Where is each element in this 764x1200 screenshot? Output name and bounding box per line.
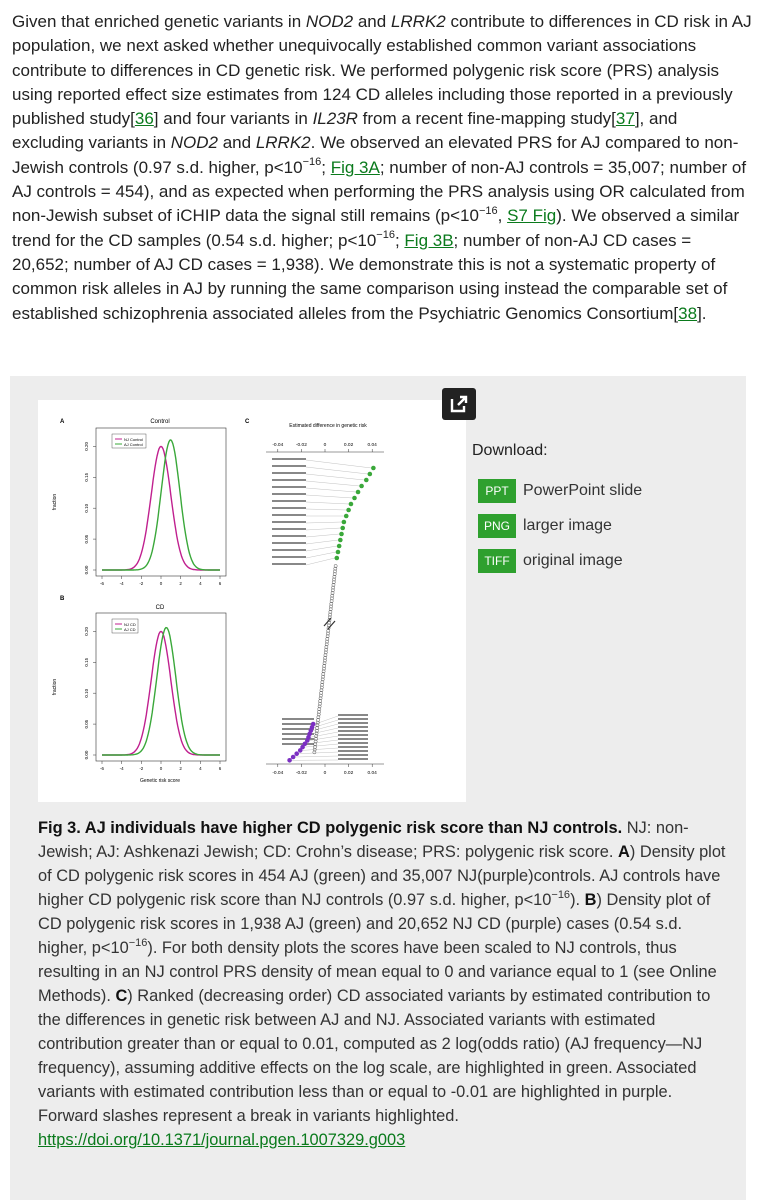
- x-tick-label: 2: [179, 581, 182, 586]
- gene-name: LRRK2: [255, 133, 311, 153]
- variant-point-positive: [344, 514, 349, 519]
- label-leader: [306, 460, 371, 468]
- variant-point-negative: [291, 755, 296, 760]
- text-run: contribute to differences in CD risk in AJ population, we next asked whether unequivocally established common variant associations contribute to differences in CD genetic risk. We performed polygenic risk score (PRS) analysis using reported effect size estimates from 124 CD alleles including those reported in a previously published study[: [12, 12, 752, 129]
- x-tick-label: 4: [199, 766, 202, 771]
- variant-label: [338, 730, 368, 732]
- panel-b-yaxis: [84, 626, 96, 759]
- label-leader: [306, 540, 338, 544]
- label-leader: [306, 552, 336, 558]
- variant-label: [272, 458, 306, 460]
- reference-link-38[interactable]: 38: [678, 303, 698, 323]
- variant-point-positive: [359, 484, 364, 489]
- panel-letter-b: B: [60, 596, 65, 602]
- text-run: and: [218, 133, 256, 153]
- label-leader: [315, 716, 338, 724]
- body-paragraph: [12, 10, 752, 326]
- reference-link-36[interactable]: 36: [134, 109, 154, 129]
- panel-a-ylabel: fraction: [52, 493, 58, 511]
- y-tick-label: 0.00: [84, 565, 89, 575]
- gene-name: NOD2: [305, 12, 354, 31]
- variant-label: [338, 726, 368, 728]
- variant-label: [272, 465, 306, 467]
- variant-label: [338, 750, 368, 752]
- label-leader: [306, 522, 342, 523]
- caption-text: NJ: non-Jewish; AJ: Ashkenazi Jewish; CD: Crohn’s disease; PRS: polygenic risk score.: [38, 819, 689, 861]
- variant-label: [338, 746, 368, 748]
- label-leader: [306, 558, 335, 565]
- variant-label: [338, 722, 368, 724]
- label-leader: [306, 474, 364, 480]
- y-tick-label: 0.10: [84, 503, 89, 513]
- download-label[interactable]: PowerPoint slide: [523, 482, 643, 499]
- label-leader: [306, 488, 356, 492]
- variant-label: [338, 714, 368, 716]
- variant-label: [272, 500, 306, 502]
- caption-panel-label: C: [115, 987, 128, 1005]
- label-leader: [306, 534, 340, 537]
- panel-b-frame: [96, 613, 226, 761]
- figure-link-3b[interactable]: Fig 3B: [404, 230, 454, 250]
- curve-nj-control: [102, 446, 220, 570]
- legend-nj-control: NJ Control: [124, 437, 143, 442]
- caption-text: ). For both density plots the scores have been scaled to NJ controls, thus resulting in an NJ control PRS density of mean equal to 0 and variance equal to 1 (see Online Methods).: [38, 939, 717, 1005]
- x-tick-label: 6: [218, 581, 222, 586]
- variant-point-positive: [335, 556, 340, 561]
- c-tick-label: 0: [323, 443, 327, 448]
- superscript: −16: [478, 204, 498, 217]
- y-tick-label: 0.15: [84, 472, 89, 482]
- caption-text: ) Density plot of CD polygenic risk scores in 454 AJ (green) and 35,007 NJ(purple)controls. AJ controls have higher CD polygenic risk score than NJ controls (0.97 s.d. higher, p<10: [38, 843, 726, 909]
- label-leader: [306, 481, 360, 486]
- legend-aj-control: AJ Control: [124, 442, 143, 447]
- figure-image[interactable]: [38, 400, 466, 802]
- label-leader: [306, 467, 368, 474]
- c-tick-label: -0.04: [272, 771, 284, 776]
- break-slash-icon: [324, 618, 335, 629]
- variant-point-positive: [337, 544, 342, 549]
- text-run: ;: [394, 230, 405, 250]
- download-panel: [472, 442, 742, 583]
- panel-c-title: Estimated difference in genetic risk: [289, 423, 367, 429]
- variant-label: [272, 563, 306, 565]
- curve-aj-control: [102, 440, 220, 570]
- text-run: ; number of non-AJ CD cases = 20,652; number of AJ CD cases = 1,938). We demonstrate this is not a systematic property of common risk alleles in AJ by running the same comparison using instead the comparable set of established schizophrenia associated alleles from the Psychiatric Genomics Consortium[: [12, 230, 728, 323]
- figure-box: [10, 376, 746, 1200]
- panel-b-xaxis: [100, 761, 222, 771]
- x-tick-label: 2: [179, 766, 182, 771]
- figure-link-s7[interactable]: S7 Fig: [507, 206, 557, 226]
- panel-b-xlabel: Genetic risk score: [139, 778, 181, 784]
- external-link-icon: [449, 394, 469, 414]
- variant-label: [272, 507, 306, 509]
- text-run: ). We observed a similar trend for the CD samples (0.54 s.d. higher; p<10: [12, 206, 740, 250]
- curve-aj-cd: [102, 628, 220, 755]
- gene-name: NOD2: [170, 133, 218, 153]
- x-tick-label: 0: [159, 581, 163, 586]
- text-run: ; number of non-AJ controls = 35,007; number of AJ controls = 454), and as expected when performing the PRS analysis using OR calculated from non-Jewish subset of iCHIP data the signal still remains (p<10: [12, 157, 747, 226]
- variant-point-positive: [338, 538, 343, 543]
- variant-label: [338, 738, 368, 740]
- variant-point-positive: [336, 550, 341, 555]
- y-tick-label: 0.00: [84, 750, 89, 760]
- panel-a-legend: [112, 434, 146, 448]
- download-tiff[interactable]: [478, 548, 742, 574]
- x-tick-label: 0: [159, 766, 163, 771]
- caption-title: Fig 3. AJ individuals have higher CD polygenic risk score than NJ controls.: [38, 819, 623, 837]
- panel-b-legend: [112, 619, 138, 633]
- panel-b-ylabel: fraction: [52, 678, 58, 696]
- variant-label: [338, 754, 368, 756]
- x-tick-label: -6: [99, 581, 105, 586]
- label-leader: [299, 752, 338, 754]
- c-tick-label: 0.04: [367, 443, 377, 448]
- variant-label: [272, 472, 306, 474]
- text-run: ].: [697, 303, 707, 323]
- variant-label: [282, 723, 314, 725]
- superscript: −16: [128, 936, 148, 949]
- figure-link-3a[interactable]: Fig 3A: [330, 157, 380, 177]
- x-tick-label: -6: [99, 766, 105, 771]
- variant-label: [272, 493, 306, 495]
- label-leader: [306, 502, 349, 504]
- panel-letter-c: C: [245, 419, 250, 425]
- png-badge[interactable]: PNG: [478, 514, 516, 538]
- variant-point-positive: [356, 490, 361, 495]
- x-tick-label: 4: [199, 581, 202, 586]
- variant-point-negative: [287, 758, 292, 763]
- ppt-badge[interactable]: PPT: [478, 479, 516, 503]
- superscript: −16: [376, 229, 395, 242]
- c-tick-label: 0: [323, 771, 327, 776]
- variant-label: [272, 514, 306, 516]
- variant-label: [272, 486, 306, 488]
- panel-a-xaxis: [100, 576, 222, 586]
- y-tick-label: 0.20: [84, 441, 89, 451]
- text-run: ] and four variants in: [153, 109, 313, 129]
- label-leader: [306, 528, 341, 530]
- variant-label: [272, 479, 306, 481]
- panel-a-frame: [96, 428, 226, 576]
- variant-label: [272, 521, 306, 523]
- text-run: from a recent fine-mapping study[: [357, 109, 616, 129]
- download-png[interactable]: [478, 513, 742, 539]
- variant-label: [338, 734, 368, 736]
- c-tick-label: 0.02: [343, 771, 354, 776]
- download-title: Download:: [472, 442, 548, 459]
- variant-point-negative: [298, 748, 303, 753]
- c-tick-label: 0.02: [343, 443, 354, 448]
- variant-point-positive: [371, 466, 376, 471]
- x-tick-label: -4: [119, 581, 124, 586]
- panel-a-yaxis: [84, 441, 96, 574]
- variant-label: [272, 528, 306, 530]
- label-leader: [306, 509, 347, 510]
- variant-label: [282, 743, 314, 745]
- y-tick-label: 0.10: [84, 688, 89, 698]
- variant-label: [338, 742, 368, 744]
- tiff-badge[interactable]: TIFF: [478, 549, 516, 573]
- variant-point-positive: [342, 520, 347, 525]
- download-ppt[interactable]: [478, 478, 742, 504]
- x-tick-label: -2: [139, 581, 144, 586]
- label-leader: [302, 748, 338, 750]
- y-tick-label: 0.20: [84, 626, 89, 636]
- variant-label: [282, 718, 314, 720]
- label-leader: [306, 495, 353, 498]
- c-tick-label: -0.02: [295, 443, 307, 448]
- variant-label: [338, 758, 368, 760]
- reference-link-37[interactable]: 37: [615, 109, 635, 129]
- panel-b-title: CD: [155, 605, 165, 611]
- superscript: −16: [551, 888, 571, 901]
- c-tick-label: -0.02: [295, 771, 307, 776]
- download-label[interactable]: original image: [523, 552, 623, 569]
- label-leader: [295, 756, 338, 757]
- variant-point-negative: [294, 751, 299, 756]
- gene-name: IL23R: [312, 109, 358, 129]
- text-run: Given that enriched genetic variants in: [12, 12, 306, 31]
- variant-point-positive: [364, 478, 369, 483]
- c-tick-label: 0.04: [367, 771, 377, 776]
- caption-panel-label: B: [584, 891, 597, 909]
- y-tick-label: 0.15: [84, 657, 89, 667]
- panel-letter-a: A: [60, 419, 65, 425]
- text-run: and: [353, 12, 391, 31]
- expand-figure-button[interactable]: [442, 388, 476, 420]
- text-run: ;: [321, 157, 331, 177]
- text-run: ], and excluding variants in: [12, 109, 678, 153]
- legend-nj-cd: NJ CD: [124, 622, 136, 627]
- variant-point-positive: [352, 496, 357, 501]
- label-leader: [306, 546, 337, 551]
- doi-link[interactable]: https://doi.org/10.1371/journal.pgen.1007329.g003: [38, 1131, 406, 1149]
- variant-point-positive: [346, 508, 351, 513]
- variant-label: [272, 542, 306, 544]
- gene-name: LRRK2: [390, 12, 446, 31]
- variant-label: [272, 535, 306, 537]
- panel-c-variant-labels: [272, 458, 371, 760]
- y-tick-label: 0.05: [84, 719, 89, 729]
- figure-graphic: [38, 400, 466, 802]
- variant-point-positive: [340, 526, 345, 531]
- x-tick-label: -4: [119, 766, 124, 771]
- panel-c-ticks: [272, 442, 377, 776]
- text-run: . We observed an elevated PRS for AJ compared to non-Jewish controls (0.97 s.d. higher, p<10: [12, 133, 739, 177]
- variant-label: [272, 556, 306, 558]
- y-tick-label: 0.05: [84, 534, 89, 544]
- caption-text: ).: [570, 891, 585, 909]
- variant-label: [272, 549, 306, 551]
- variant-point-positive: [349, 502, 354, 507]
- figure-caption: [38, 816, 728, 1152]
- download-label[interactable]: larger image: [523, 517, 612, 534]
- caption-text: ) Density plot of CD polygenic risk scores in 1,938 AJ (green) and 20,652 NJ CD (purple) cases (0.54 s.d. higher, p<10: [38, 891, 711, 957]
- superscript: −16: [302, 156, 322, 169]
- text-run: ,: [497, 206, 508, 226]
- legend-aj-cd: AJ CD: [124, 627, 136, 632]
- x-tick-label: 6: [218, 766, 222, 771]
- c-tick-label: -0.04: [272, 443, 284, 448]
- variant-point-positive: [339, 532, 344, 537]
- x-tick-label: -2: [139, 766, 144, 771]
- caption-text: ) Ranked (decreasing order) CD associated variants by estimated contribution to the differences in genetic risk between AJ and NJ. Associated variants with estimated contribution greater than or equal to 0.01, computed as 2 log(odds ratio) (AJ frequency—NJ frequency), assuming additive effects on the log scale, are highlighted in green. Associated variants with estimated contribution less than or equal to -0.01 are highlighted in purple. Forward slashes represent a break in variants highlighted.: [38, 987, 711, 1125]
- panel-a-title: Control: [150, 419, 170, 425]
- variant-point-positive: [368, 472, 373, 477]
- caption-panel-label: A: [618, 843, 630, 861]
- variant-label: [338, 718, 368, 720]
